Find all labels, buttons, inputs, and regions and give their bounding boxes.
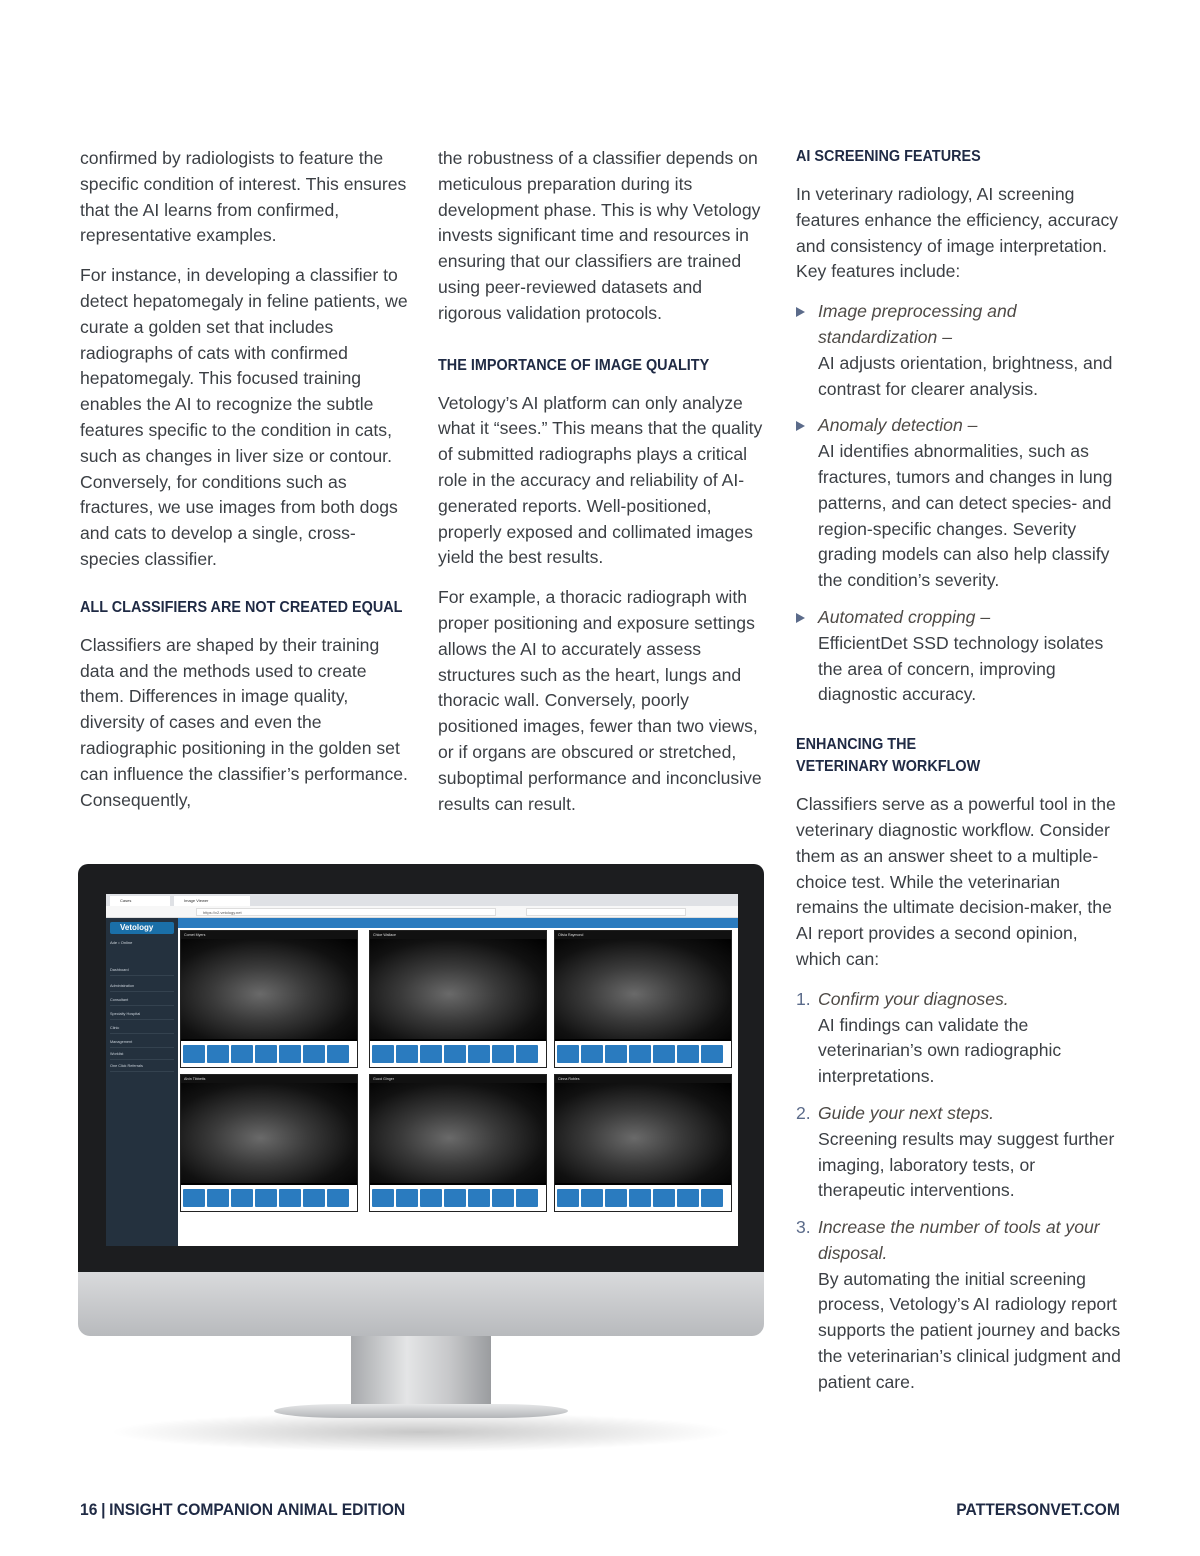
ultrasound-image [181, 939, 357, 1039]
column-2 [438, 146, 768, 831]
step-title: Confirm your diagnoses. [818, 988, 1009, 1009]
user-status: Ade • Online [110, 940, 133, 945]
image-panel [180, 1074, 358, 1212]
ultrasound-image [370, 1083, 546, 1183]
panel-toolbar [555, 1185, 731, 1211]
monitor-base [274, 1404, 568, 1418]
list-item [796, 1215, 1126, 1396]
image-panel [369, 930, 547, 1068]
sidebar-item: Specialty Hospital [110, 1008, 174, 1020]
list-item [796, 413, 1126, 594]
triangle-bullet-icon [796, 421, 805, 431]
monitor-chin [78, 1272, 764, 1336]
section-heading: THE IMPORTANCE OF IMAGE QUALITY [438, 356, 710, 374]
panel-toolbar [181, 1185, 357, 1211]
page-number: 16 [80, 1500, 98, 1519]
panel-toolbar [370, 1185, 546, 1211]
sidebar-item: Dashboard [110, 964, 174, 976]
app-logo: Vetology [110, 922, 174, 934]
monitor-stand [351, 1336, 491, 1408]
monitor-shadow [108, 1412, 734, 1452]
app-sidebar [106, 918, 178, 1246]
ultrasound-image [370, 939, 546, 1039]
section-heading: ALL CLASSIFIERS ARE NOT CREATED EQUAL [80, 598, 403, 616]
sidebar-item: Management [110, 1036, 174, 1048]
panel-toolbar [555, 1041, 731, 1067]
ultrasound-image [181, 1083, 357, 1183]
feature-body: EfficientDet SSD technology isolates the area of concern, improving diagnostic accuracy. [818, 632, 1104, 705]
sidebar-item: Consultant [110, 994, 174, 1006]
list-number: 1. [796, 988, 811, 1009]
feature-body: AI adjusts orientation, brightness, and contrast for clearer analysis. [818, 352, 1113, 399]
paragraph: Classifiers serve as a powerful tool in the veterinary diagnostic workflow. Consider them as an answer sheet to a multiple-choice test. While the veterinarian remains the ultimate decision-maker, the AI report provides a second opinion, which can: [796, 794, 1116, 969]
sidebar-item: One Click Referrals [110, 1060, 174, 1072]
search-field [526, 908, 686, 916]
panel-patient-name: Chloe Wallace [370, 931, 546, 939]
ultrasound-image [555, 939, 731, 1039]
paragraph: In veterinary radiology, AI screening features enhance the efficiency, accuracy and consistency of image interpretation. Key features include: [796, 184, 1119, 282]
feature-title: Anomaly detection – [818, 415, 978, 436]
numbered-list [796, 987, 1126, 1396]
feature-title: Image preprocessing and standardization – [818, 301, 1017, 347]
section-heading: VETERINARY WORKFLOW [796, 758, 981, 776]
panel-toolbar [370, 1041, 546, 1067]
paragraph: confirmed by radiologists to feature the specific condition of interest. This ensures that the AI learns from confirmed, representative examples. [80, 148, 407, 246]
list-item [796, 987, 1126, 1090]
section-heading: AI SCREENING FEATURES [796, 148, 981, 165]
sidebar-item: Clinic [110, 1022, 174, 1034]
feature-list [796, 299, 1126, 708]
panel-patient-name: Alvin Tibbetts [181, 1075, 357, 1083]
step-title: Increase the number of tools at your disposal. [818, 1217, 1100, 1263]
app-toolbar [178, 918, 738, 928]
column-1 [80, 146, 410, 827]
paragraph: Vetology’s AI platform can only analyze what it “sees.” This means that the quality of submitted radiographs plays a critical role in the accuracy and reliability of AI-generated reports. Well-positioned, properly exposed and collimated images yield the best results. [438, 392, 763, 568]
panel-patient-name: Olivia Raymond [555, 931, 731, 939]
feature-title: Automated cropping – [818, 606, 991, 627]
image-panel [369, 1074, 547, 1212]
image-panel [554, 930, 732, 1068]
image-panel [554, 1074, 732, 1212]
column-3 [796, 146, 1126, 1407]
browser-tab: Cases [110, 896, 170, 906]
monitor-bezel [78, 864, 764, 1276]
image-grid [180, 930, 736, 1246]
website-url: PATTERSONVET.COM [956, 1500, 1120, 1519]
step-body: Screening results may suggest further imaging, laboratory tests, or therapeutic interventions. [818, 1128, 1115, 1201]
list-number: 2. [796, 1102, 811, 1123]
list-item [796, 605, 1126, 708]
browser-url-bar [106, 906, 738, 918]
sidebar-item: Worklist [110, 1048, 174, 1060]
image-panel [180, 930, 358, 1068]
triangle-bullet-icon [796, 307, 805, 317]
section-heading: ENHANCING THE [796, 736, 917, 754]
paragraph: For example, a thoracic radiograph with proper positioning and exposure settings allows the AI to accurately assess structures such as the heart, lungs and thoracic wall. Conversely, poorly positioned images, fewer than two views, or if organs are obscured or stretched, suboptimal performance and inconclusive results can result. [438, 587, 762, 814]
ultrasound-image [555, 1083, 731, 1183]
paragraph: Classifiers are shaped by their training data and the methods used to create them. Differences in image quality, diversity of cases and even the radiographic positioning in the golden set can influence the classifier’s performance. Consequently, [80, 634, 408, 810]
panel-patient-name: Cinna Robles [555, 1075, 731, 1083]
list-item [796, 1101, 1126, 1204]
panel-patient-name: Comet Myers [181, 931, 357, 939]
triangle-bullet-icon [796, 613, 805, 623]
browser-tab: Image Viewer [174, 896, 250, 906]
monitor-screen [106, 894, 738, 1246]
paragraph: the robustness of a classifier depends on meticulous preparation during its development phase. This is why Vetology invests significant time and resources in ensuring that our classifiers are trained using peer-reviewed datasets and rigorous validation protocols. [438, 148, 761, 323]
list-number: 3. [796, 1217, 811, 1238]
step-body: AI findings can validate the veterinarian’s own radiographic interpretations. [818, 1014, 1062, 1087]
separator: | [101, 1500, 106, 1519]
publication-name: INSIGHT COMPANION ANIMAL EDITION [109, 1500, 406, 1519]
step-body: By automating the initial screening process, Vetology’s AI radiology report supports the patient journey and backs the veterinarian’s clinical judgment and patient care. [818, 1268, 1121, 1392]
monitor-illustration [78, 864, 764, 1464]
browser-tab-bar [106, 894, 738, 906]
panel-toolbar [181, 1041, 357, 1067]
page-footer-left [80, 1500, 405, 1520]
paragraph: For instance, in developing a classifier to detect hepatomegaly in feline patients, we curate a golden set that includes radiographs of cats with confirmed hepatomegaly. This focused training enables the AI to recognize the subtle features specific to the condition in cats, such as changes in liver size or contour. Conversely, for conditions such as fractures, we use images from both dogs and cats to develop a single, cross-species classifier. [80, 265, 408, 569]
feature-body: AI identifies abnormalities, such as fractures, tumors and changes in lung patterns, and can detect species- and region-specific changes. Severity grading models can also help classify the condition’s severity. [818, 441, 1113, 591]
sidebar-item: Administration [110, 980, 174, 992]
panel-patient-name: Gucci Ginger [370, 1075, 546, 1083]
url-field: https://v2.vetology.net [196, 908, 496, 916]
list-item [796, 299, 1126, 402]
step-title: Guide your next steps. [818, 1102, 995, 1123]
